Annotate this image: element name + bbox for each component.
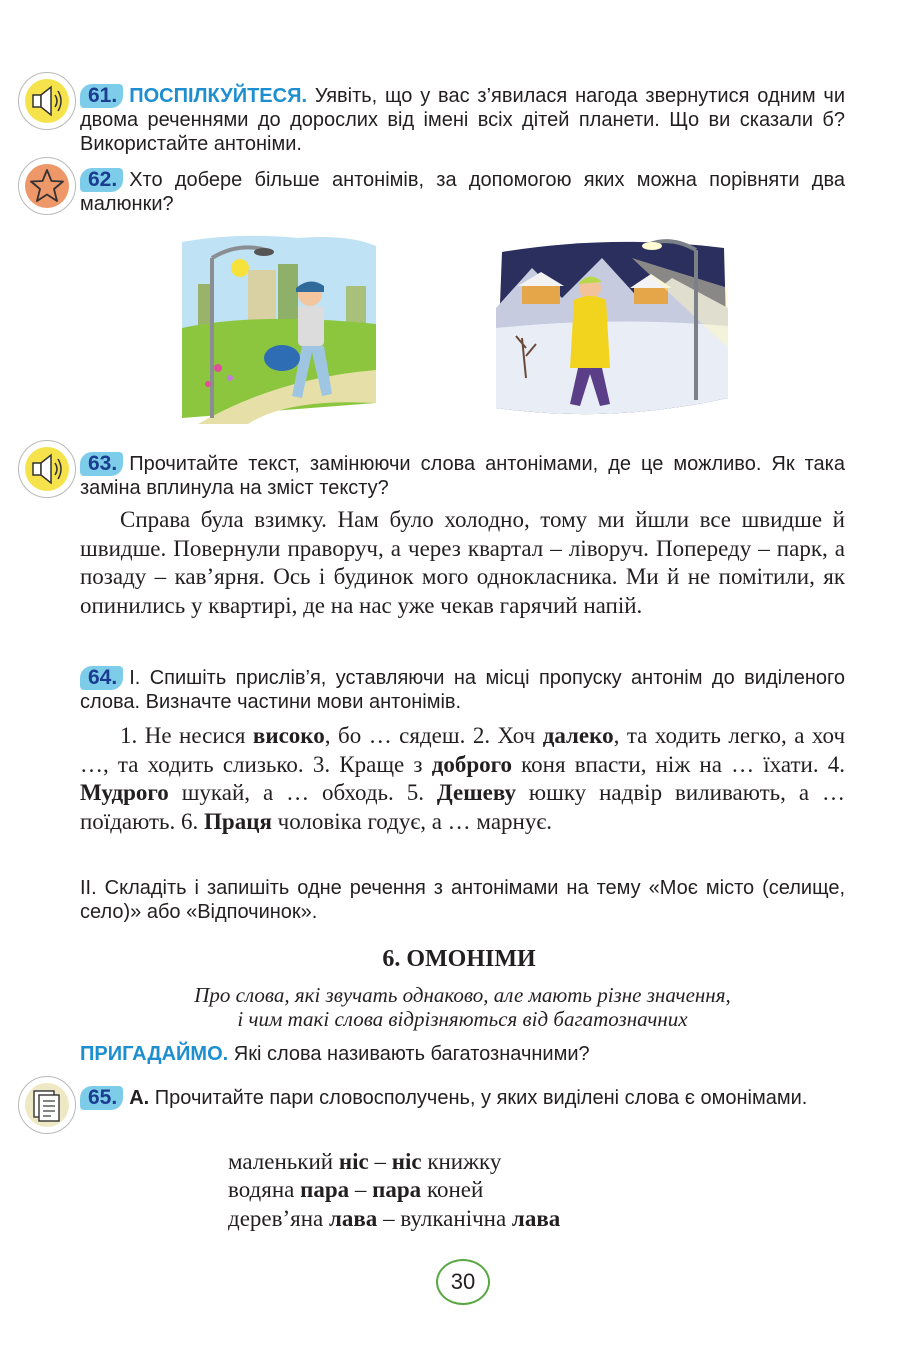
section-subtitle-line-2: і чим такі слова відрізняються від багатозначних — [237, 1007, 688, 1031]
highlighted-word: далеко — [542, 723, 614, 748]
pair-text: – — [368, 1149, 392, 1174]
speaker-icon-badge — [18, 72, 76, 130]
task-text: Прочитайте текст, замінюючи слова антонімами, де це можливо. Як така заміна вплинула на зміст тексту? — [80, 453, 845, 499]
proverb-text: , бо … сядеш. 2. Хоч — [324, 723, 543, 748]
speaker-icon — [25, 79, 69, 123]
task-text: І. Спишіть прислів’я, уставляючи на місці пропуску антонім до виділеного слова. Визначте частини мови антонімів. — [80, 667, 845, 713]
recall-prompt — [80, 1042, 845, 1066]
pair-text: – вулканічна — [377, 1206, 512, 1231]
task-label: А. — [129, 1087, 150, 1109]
homonym-word: пара — [372, 1177, 422, 1202]
task-64-proverbs — [80, 722, 845, 836]
homonym-word: лава — [328, 1206, 378, 1231]
highlighted-word: Мудрого — [80, 780, 169, 805]
notebook-icon-badge — [18, 1076, 76, 1134]
section-subtitle-line-1: Про слова, які звучать однаково, але мають різне значення, — [194, 983, 731, 1007]
summer-illustration — [178, 228, 380, 424]
pair-text: маленький — [228, 1149, 339, 1174]
task-text: Хто добере більше антонімів, за допомогою яких можна порівняти два малюнки? — [80, 169, 845, 215]
task-63 — [80, 452, 845, 500]
proverb-text: , та ходить легко, а хоч …, та ходить слизько. 3. Краще з — [80, 723, 846, 777]
star-icon-badge — [18, 157, 76, 215]
page-number: 30 — [436, 1259, 490, 1305]
highlighted-word: високо — [252, 723, 325, 748]
pair-text: – — [349, 1177, 373, 1202]
pair-text: дерев’яна — [228, 1206, 329, 1231]
pair-text: коней — [421, 1177, 484, 1202]
task-number: 65. — [80, 1086, 123, 1110]
pair-text: книжку — [421, 1149, 502, 1174]
homonym-word: ніс — [338, 1149, 369, 1174]
recall-text: Які слова називають багатозначними? — [228, 1043, 590, 1065]
section-title: 6. ОМОНІМИ — [382, 946, 536, 972]
highlighted-word: Дешеву — [436, 780, 516, 805]
highlighted-word: Праця — [204, 808, 272, 834]
task-number: 62. — [80, 168, 123, 192]
task-number: 63. — [80, 452, 123, 476]
task-number: 61. — [80, 84, 123, 108]
speaker-icon-badge — [18, 440, 76, 498]
homonym-pair — [228, 1176, 483, 1204]
homonym-word: пара — [300, 1177, 350, 1202]
pair-text: водяна — [228, 1177, 301, 1202]
proverb-text: 1. Не несися — [120, 723, 253, 748]
proverb-text: юшку надвір виливають, а … поїдають. 6. — [80, 780, 845, 834]
winter-illustration — [492, 228, 732, 424]
task-65 — [80, 1086, 845, 1110]
task-header: ПОСПІЛКУЙТЕСЯ. — [129, 85, 307, 107]
star-icon — [25, 164, 69, 208]
task-64-part-2: ІІ. Складіть і запишіть одне речення з антонімами на тему «Моє місто (селище, село)» або «Відпочинок». — [80, 877, 845, 923]
task-62 — [80, 168, 845, 216]
speaker-icon — [25, 447, 69, 491]
homonym-pair — [228, 1148, 501, 1176]
task-text: Прочитайте пари словосполучень, у яких виділені слова є омонімами. — [149, 1087, 808, 1109]
task-64 — [80, 666, 845, 714]
proverb-text: шукай, а … обходь. 5. — [168, 780, 437, 805]
homonym-word: лава — [511, 1206, 561, 1231]
task-63-passage: Справа була взимку. Нам було холодно, тому ми йшли все швидше й швидше. Повернули праворуч, а через квартал – ліворуч. Попереду – парк, а позаду – кав’ярня. Ось і будинок мого однокласника. Ми й не помітили, як опинились у квартирі, де на нас уже чекав гарячий напій. — [80, 507, 845, 618]
notebook-icon — [25, 1083, 69, 1127]
task-61 — [80, 84, 845, 156]
highlighted-word: доброго — [431, 751, 512, 777]
homonym-word: ніс — [391, 1149, 422, 1174]
proverb-text: коня впасти, ніж на … їхати. 4. — [512, 751, 845, 777]
task-text: Уявіть, що у вас з’явилася нагода звернутися одним чи двома реченнями до дорослих від імені всіх дітей планети. Що ви сказали б? Використайте антоніми. — [80, 85, 845, 155]
homonym-pair — [228, 1205, 560, 1233]
proverb-text: чоловіка годує, а … марнує. — [271, 808, 552, 834]
recall-label: ПРИГАДАЙМО. — [80, 1043, 229, 1065]
task-number: 64. — [80, 666, 123, 690]
